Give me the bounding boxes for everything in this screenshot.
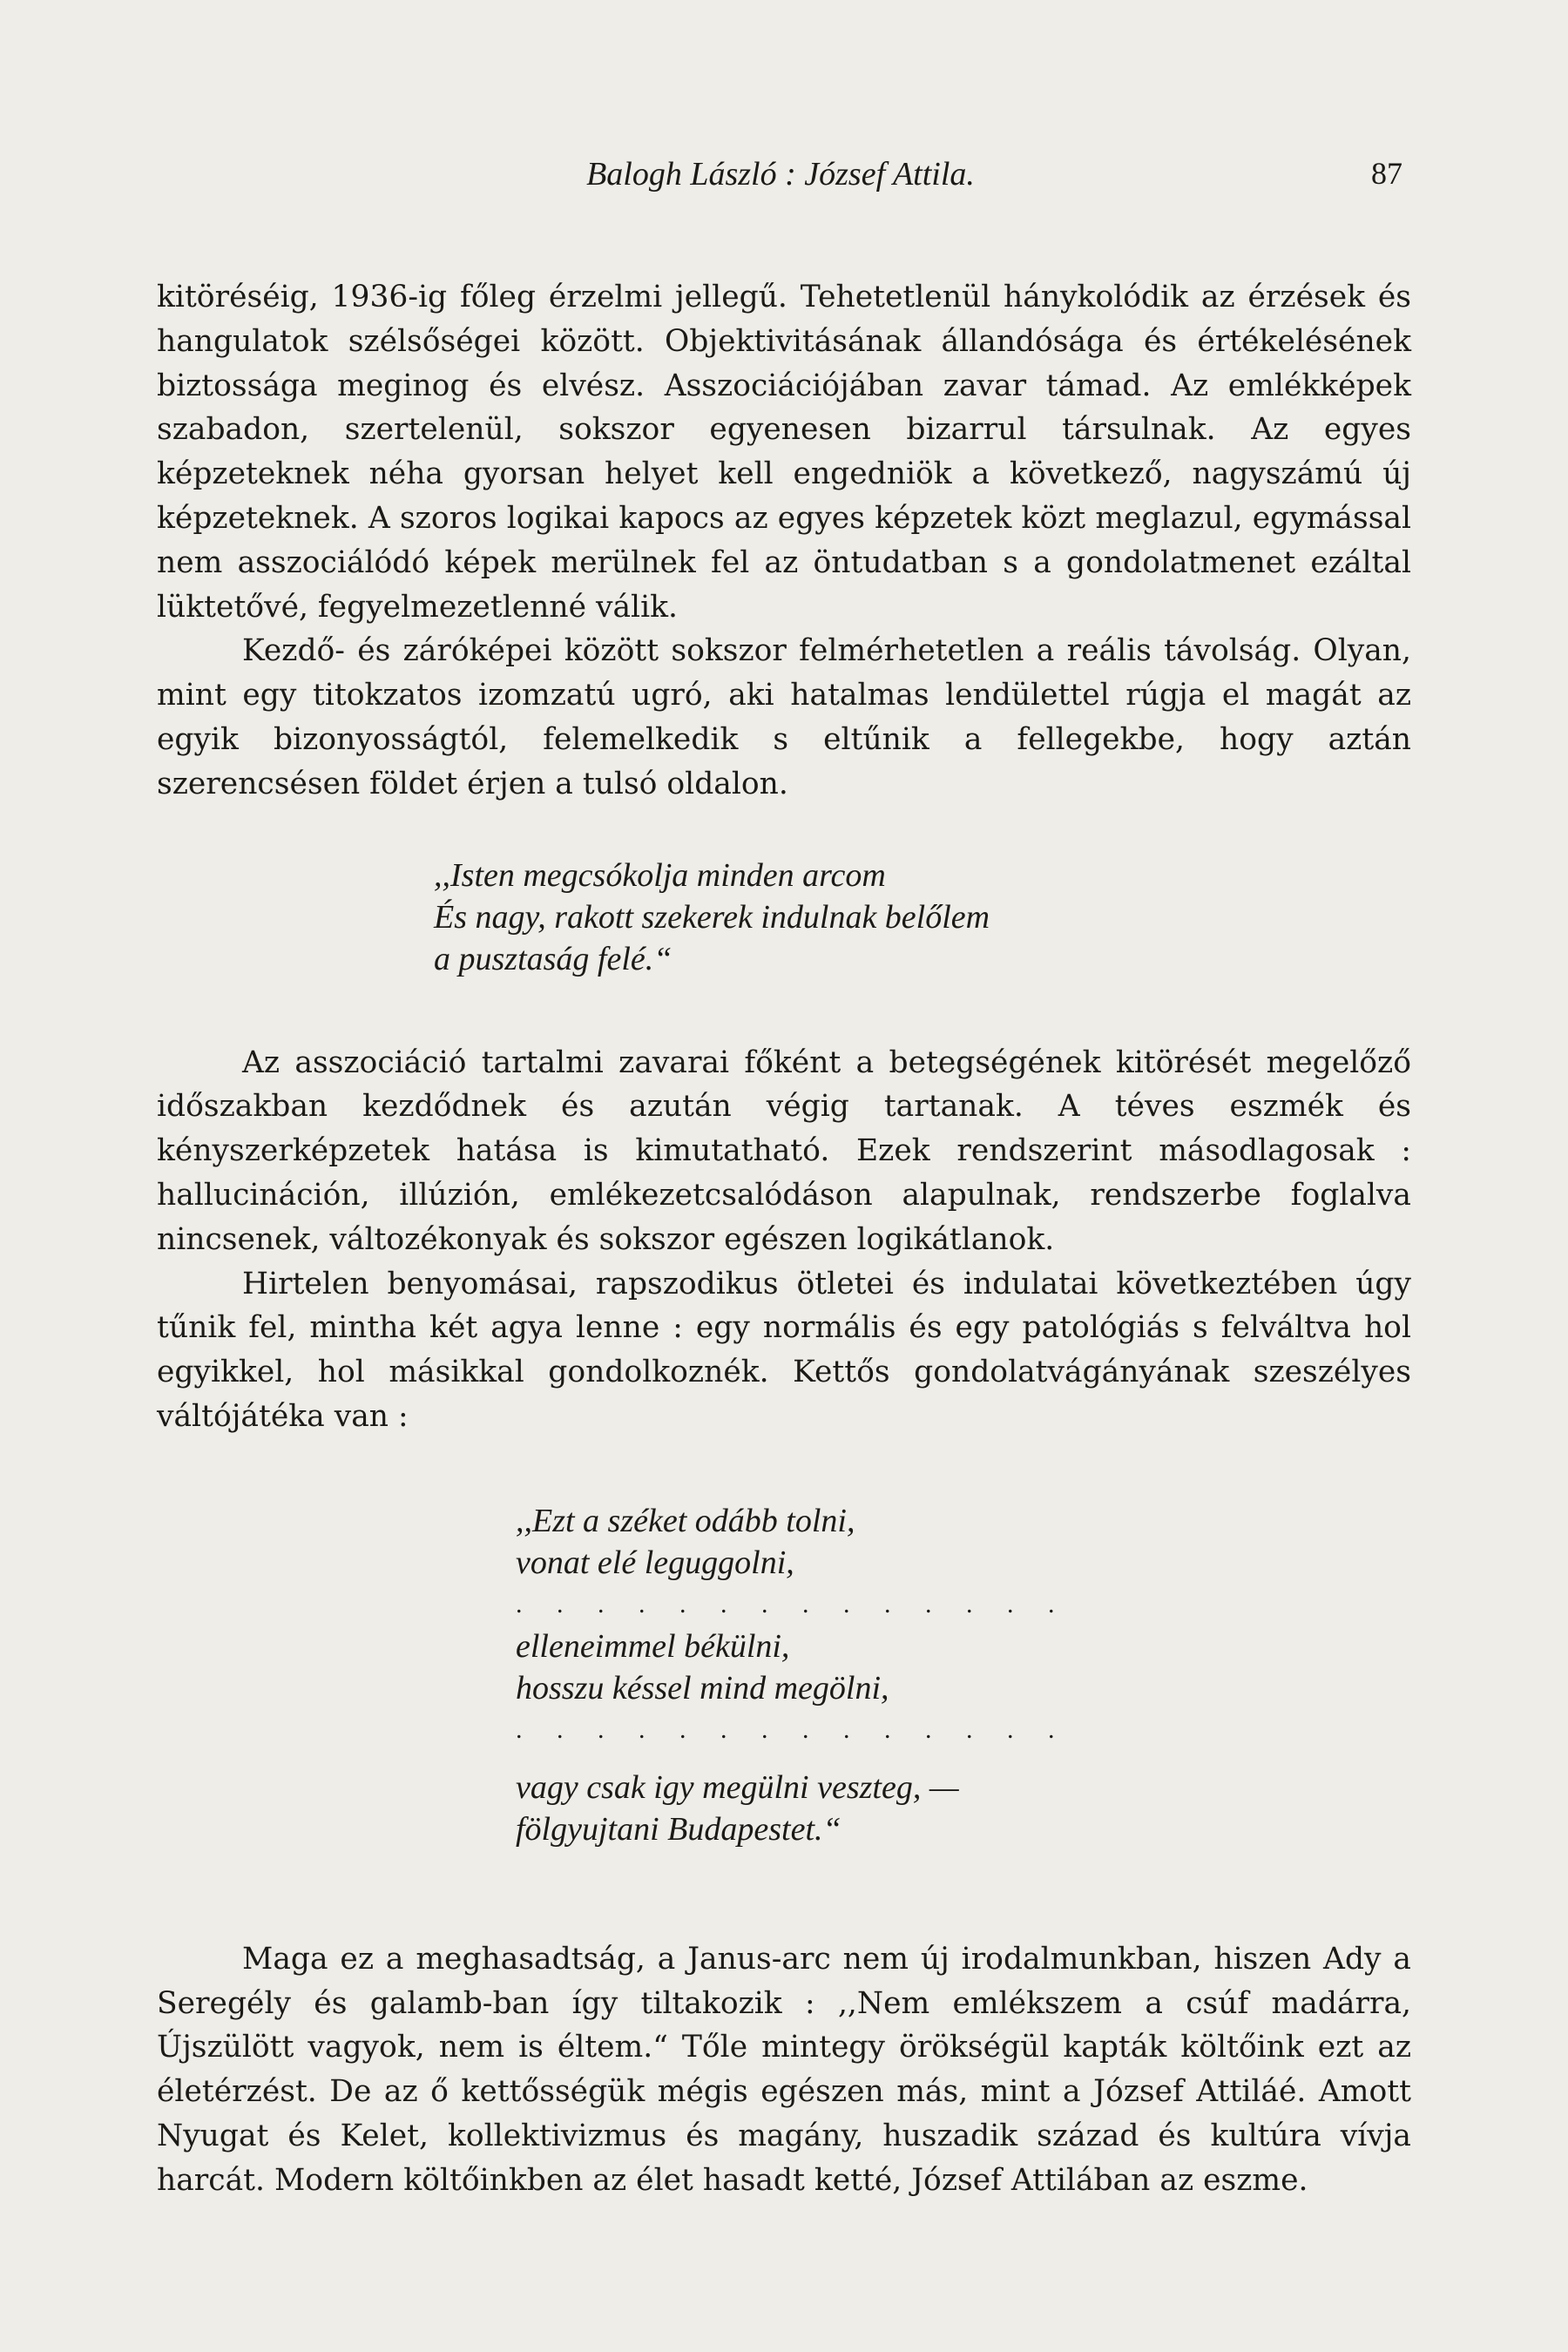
paragraph-2: Kezdő- és záróképei között sokszor felmérhetetlen a reális távolság. Olyan, mint egy titokzatos izomzatú ugró, aki hatalmas lendülettel rúgja el magát az egyik bizonyosságtól, felemelkedik s eltűnik a fellegekbe, hogy aztán szerencsésen földet érjen a tulsó oldalon. xyxy=(157,633,1411,801)
poem-line: a pusztaság felé.“ xyxy=(434,940,672,977)
running-title: Balogh László : József Attila. xyxy=(586,156,975,193)
poem-quote-1 xyxy=(157,855,1411,980)
body-text xyxy=(157,275,1411,2203)
page-number: 87 xyxy=(1371,156,1402,191)
paragraph-3: Az asszociáció tartalmi zavarai főként a betegségének kitörését megelőző időszakban kezdődnek és azután végig tartanak. A téves eszmék és kényszerképzetek hatása is kimutatható. Ezek rendszerint másodlagosak : hallucináción, illúzión, emlékezetcsalódáson alapulnak, rendszerbe foglalva nincsenek, változékonyak és sokszor egészen logikátlanok. xyxy=(157,1044,1411,1257)
poem-line: ,,Ezt a széket odább tolni, xyxy=(516,1502,855,1539)
poem-quote-2 xyxy=(157,1500,1411,1850)
poem-line: elleneimmel békülni, xyxy=(516,1627,790,1665)
paragraph-1: kitöréséig, 1936-ig főleg érzelmi jellegű. Tehetetlenül hánykolódik az érzések és hangulatok szélsőségei között. Objektivitásának állandósága és értékelésének biztossága meginog és elvész. Asszociációjában zavar támad. Az emlékképek szabadon, szertelenül, sokszor egyenesen bizarrul társulnak. Az egyes képzeteknek néha gyorsan helyet kell engedniök a következő, nagyszámú új képzeteknek. A szoros logikai kapocs az egyes képzetek közt meglazul, egymással nem asszociálódó képek merülnek fel az öntudatban s a gondolatmenet ezáltal lüktetővé, fegyelmezetlenné válik. xyxy=(157,280,1411,625)
ellipsis-dots: . . . . . . . . . . . . . . xyxy=(516,1589,1069,1619)
page-header xyxy=(153,155,1408,207)
poem-line: vagy csak igy megülni veszteg, — xyxy=(516,1768,959,1806)
poem-line: vonat elé leguggolni, xyxy=(516,1544,794,1581)
paragraph-4: Hirtelen benyomásai, rapszodikus ötletei és indulatai következtében úgy tűnik fel, mintha két agya lenne : egy normális és egy patológiás s felváltva hol egyikkel, hol másikkal gondolkoznék. Kettős gondolatvágányának szeszélyes váltójátéka van : xyxy=(157,1266,1411,1434)
ellipsis-dots: . . . . . . . . . . . . . . xyxy=(516,1714,1069,1744)
poem-line: ,,Isten megcsókolja minden arcom xyxy=(434,856,886,894)
poem-line: És nagy, rakott szekerek indulnak belőlem xyxy=(434,898,990,936)
poem-line: hosszu késsel mind megölni, xyxy=(516,1669,889,1707)
poem-line: fölgyujtani Budapestet.“ xyxy=(516,1810,841,1848)
paragraph-5: Maga ez a meghasadtság, a Janus-arc nem új irodalmunkban, hiszen Ady a Seregély és galamb-ban így tiltakozik : ,,Nem emlékszem a csúf madárra, Újszülött vagyok, nem is éltem.“ Tőle mintegy örökségül kapták költőink ezt az életérzést. De az ő kettősségük mégis egészen más, mint a József Attiláé. Amott Nyugat és Kelet, kollektivizmus és magány, huszadik század és kultúra vívja harcát. Modern költőinkben az élet hasadt ketté, József Attilában az eszme. xyxy=(157,1941,1411,2198)
